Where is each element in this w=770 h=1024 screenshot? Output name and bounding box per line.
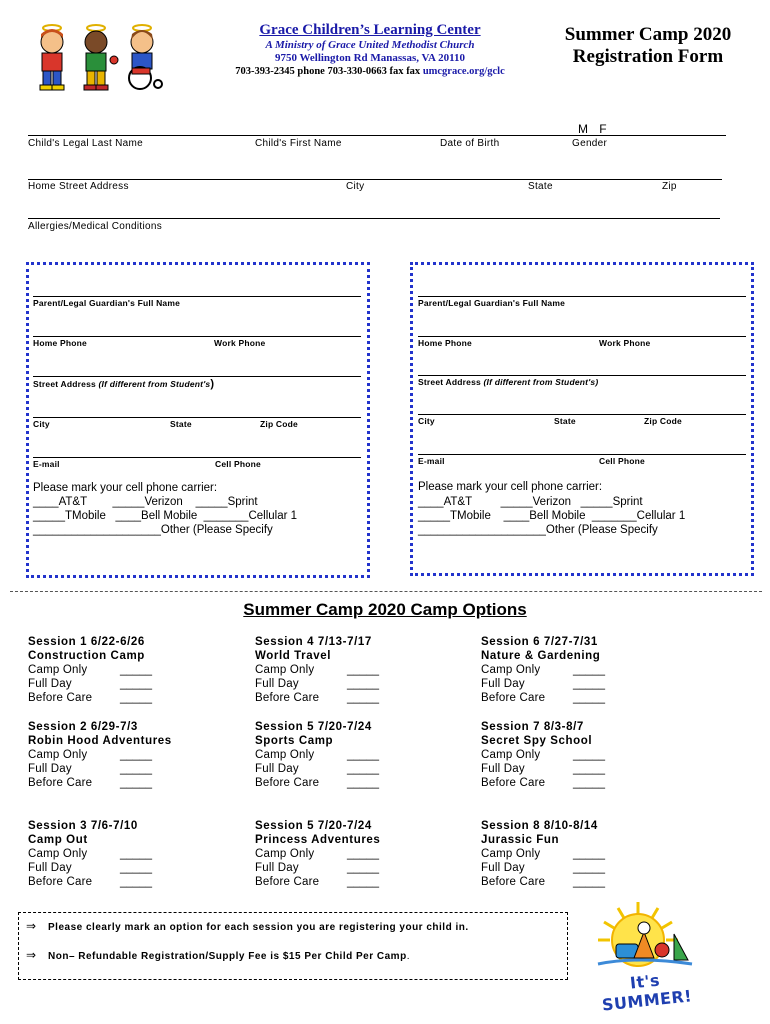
full-day-row[interactable] <box>255 861 380 875</box>
camp-only-label: Camp Only <box>481 749 541 761</box>
phone-fax: 703-393-2345 phone 703-330-0663 fax <box>235 66 404 77</box>
guardian2-name-line[interactable] <box>418 296 746 297</box>
session-name: Robin Hood Adventures <box>28 735 172 747</box>
guardian2-street-line[interactable] <box>418 375 746 376</box>
organization-name[interactable]: Grace Children’s Learning Center <box>259 22 481 38</box>
before-care-label: Before Care <box>28 777 93 789</box>
before-care-blank[interactable]: _____ <box>573 876 605 888</box>
camp-only-label: Camp Only <box>255 749 315 761</box>
full-day-label: Full Day <box>28 763 72 775</box>
session-block <box>481 635 605 705</box>
address-line: 9750 Wellington Rd Manassas, VA 20110 <box>274 52 466 64</box>
form-title-line1: Summer Camp 2020 <box>564 24 732 45</box>
full-day-row[interactable] <box>255 677 379 691</box>
arrow-icon: ⇒ <box>26 948 37 962</box>
allergies-label: Allergies/Medical Conditions <box>28 221 163 232</box>
arrow-icon: ⇒ <box>26 919 37 933</box>
full-day-row[interactable] <box>481 677 605 691</box>
before-care-row[interactable] <box>28 691 152 705</box>
before-care-row[interactable] <box>481 875 605 889</box>
camp-options-title: Summer Camp 2020 Camp Options <box>243 600 527 619</box>
guardian1-street-label-c: ) <box>210 378 215 390</box>
full-day-row[interactable] <box>481 762 605 776</box>
website-link[interactable]: umcgrace.org/gclc <box>422 66 505 77</box>
before-care-label: Before Care <box>255 777 320 789</box>
camp-only-label: Camp Only <box>255 664 315 676</box>
guardian1-work-phone-label: Work Phone <box>214 338 266 348</box>
before-care-row[interactable] <box>28 776 172 790</box>
session-dates: Session 4 7/13-7/17 <box>255 636 372 648</box>
camp-only-row[interactable] <box>481 663 605 677</box>
camp-only-row[interactable] <box>481 748 605 762</box>
full-day-blank[interactable]: _____ <box>120 678 152 690</box>
guardian2-carrier-row3[interactable]: ____________________Other (Please Specify <box>418 524 658 536</box>
guardian2-city-label: City <box>418 416 435 426</box>
before-care-row[interactable] <box>255 776 379 790</box>
gender-options[interactable]: M F <box>578 122 607 136</box>
session-name: Secret Spy School <box>481 735 593 747</box>
session-name: Princess Adventures <box>255 834 381 846</box>
full-day-label: Full Day <box>28 678 72 690</box>
before-care-blank[interactable]: _____ <box>347 876 379 888</box>
camp-only-row[interactable] <box>28 748 172 762</box>
camp-only-label: Camp Only <box>28 749 88 761</box>
camp-only-blank[interactable]: _____ <box>573 848 605 860</box>
guardian2-street-label-b: (If different from Student's) <box>483 377 599 387</box>
session-name: Sports Camp <box>255 735 334 747</box>
camp-only-row[interactable] <box>28 663 152 677</box>
session-name: World Travel <box>255 650 332 662</box>
camp-only-row[interactable] <box>28 847 152 861</box>
guardian2-state-label: State <box>554 416 576 426</box>
full-day-row[interactable] <box>255 762 379 776</box>
allergies-line[interactable] <box>28 218 720 219</box>
guardian1-home-phone-label: Home Phone <box>33 338 87 348</box>
camp-only-label: Camp Only <box>28 848 88 860</box>
home-street-label: Home Street Address <box>28 181 129 192</box>
before-care-row[interactable] <box>28 875 152 889</box>
session-block <box>255 720 379 790</box>
before-care-row[interactable] <box>481 776 605 790</box>
before-care-blank[interactable]: _____ <box>120 692 152 704</box>
guardian1-state-label: State <box>170 419 192 429</box>
session-block <box>255 819 380 889</box>
full-day-label: Full Day <box>255 678 299 690</box>
guardian1-carrier-row2[interactable]: _____TMobile ____Bell Mobile _______Cellular 1 <box>33 510 298 522</box>
form-title-line2: Registration Form <box>572 46 724 67</box>
camp-only-row[interactable] <box>255 748 379 762</box>
session-dates: Session 5 7/20-7/24 <box>255 820 372 832</box>
before-care-blank[interactable]: _____ <box>347 777 379 789</box>
camp-only-blank[interactable]: _____ <box>347 664 379 676</box>
full-day-label: Full Day <box>481 862 525 874</box>
guardian1-phone-line[interactable] <box>33 336 361 337</box>
section-divider <box>10 591 762 592</box>
full-day-row[interactable] <box>28 677 152 691</box>
camp-only-blank[interactable]: _____ <box>347 749 379 761</box>
mascots-logo <box>30 22 170 92</box>
full-day-blank[interactable]: _____ <box>573 862 605 874</box>
camp-only-row[interactable] <box>481 847 605 861</box>
guardian1-carrier-row3[interactable]: ____________________Other (Please Specify <box>33 524 273 536</box>
before-care-label: Before Care <box>28 692 93 704</box>
full-day-label: Full Day <box>481 763 525 775</box>
before-care-blank[interactable]: _____ <box>573 692 605 704</box>
full-day-blank[interactable]: _____ <box>347 862 379 874</box>
before-care-blank[interactable]: _____ <box>573 777 605 789</box>
session-dates: Session 6 7/27-7/31 <box>481 636 598 648</box>
note-fee <box>48 951 410 962</box>
form-title <box>548 24 748 68</box>
home-zip-label: Zip <box>662 181 677 192</box>
guardian1-street-label <box>33 378 214 390</box>
guardian1-carrier-prompt: Please mark your cell phone carrier: <box>33 482 218 494</box>
camp-only-row[interactable] <box>255 663 379 677</box>
note-fee-period: . <box>406 951 410 962</box>
session-block <box>28 720 172 790</box>
before-care-blank[interactable]: _____ <box>120 777 152 789</box>
session-dates: Session 5 7/20-7/24 <box>255 721 372 733</box>
home-city-label: City <box>346 181 365 192</box>
camp-only-blank[interactable]: _____ <box>120 664 152 676</box>
guardian2-work-phone-label: Work Phone <box>599 338 651 348</box>
session-dates: Session 1 6/22-6/26 <box>28 636 145 648</box>
full-day-row[interactable] <box>28 762 172 776</box>
home-state-label: State <box>528 181 553 192</box>
guardian2-carrier-prompt: Please mark your cell phone carrier: <box>418 481 603 493</box>
guardian2-name-label: Parent/Legal Guardian's Full Name <box>418 298 566 308</box>
guardian2-home-phone-label: Home Phone <box>418 338 472 348</box>
before-care-label: Before Care <box>481 777 546 789</box>
guardian1-name-line[interactable] <box>33 296 361 297</box>
session-dates: Session 2 6/29-7/3 <box>28 721 138 733</box>
full-day-row[interactable] <box>28 861 152 875</box>
its-summer-text: It's SUMMER! <box>601 970 693 1015</box>
before-care-blank[interactable]: _____ <box>120 876 152 888</box>
session-block <box>28 819 152 889</box>
full-day-blank[interactable]: _____ <box>573 678 605 690</box>
camp-only-label: Camp Only <box>481 848 541 860</box>
guardian1-city-label: City <box>33 419 50 429</box>
session-name: Nature & Gardening <box>481 650 601 662</box>
before-care-label: Before Care <box>481 692 546 704</box>
full-day-blank[interactable]: _____ <box>573 763 605 775</box>
session-dates: Session 7 8/3-8/7 <box>481 721 584 733</box>
camp-only-blank[interactable]: _____ <box>573 664 605 676</box>
full-day-label: Full Day <box>481 678 525 690</box>
full-day-label: Full Day <box>255 862 299 874</box>
guardian1-email-line[interactable] <box>33 457 361 458</box>
session-block <box>28 635 152 705</box>
before-care-label: Before Care <box>255 692 320 704</box>
guardian2-street-label <box>418 377 598 387</box>
before-care-label: Before Care <box>255 876 320 888</box>
session-name: Construction Camp <box>28 650 145 662</box>
first-name-label: Child's First Name <box>255 138 342 149</box>
guardian1-city-line[interactable] <box>33 417 361 418</box>
dob-label: Date of Birth <box>440 138 500 149</box>
home-address-line[interactable] <box>28 179 722 180</box>
before-care-row[interactable] <box>255 691 379 705</box>
guardian1-email-label: E-mail <box>33 459 60 469</box>
camp-only-blank[interactable]: _____ <box>120 749 152 761</box>
full-day-row[interactable] <box>481 861 605 875</box>
gender-label: Gender <box>572 138 608 149</box>
session-dates: Session 3 7/6-7/10 <box>28 820 138 832</box>
guardian2-cell-label: Cell Phone <box>599 456 645 466</box>
guardian1-name-label: Parent/Legal Guardian's Full Name <box>33 298 181 308</box>
camp-only-blank[interactable]: _____ <box>573 749 605 761</box>
session-name: Jurassic Fun <box>481 834 560 846</box>
full-day-blank[interactable]: _____ <box>347 763 379 775</box>
last-name-label: Child's Legal Last Name <box>28 138 143 149</box>
guardian1-zip-label: Zip Code <box>260 419 298 429</box>
session-block <box>255 635 379 705</box>
before-care-row[interactable] <box>255 875 380 889</box>
ministry-line: A Ministry of Grace United Methodist Church <box>265 39 475 51</box>
guardian2-city-line[interactable] <box>418 414 746 415</box>
session-block <box>481 819 605 889</box>
guardian2-email-label: E-mail <box>418 456 445 466</box>
guardian1-street-label-b: (If different from Student's <box>98 379 211 389</box>
its-summer-graphic <box>588 898 703 1015</box>
full-day-label: Full Day <box>255 763 299 775</box>
guardian1-cell-label: Cell Phone <box>215 459 261 469</box>
session-dates: Session 8 8/10-8/14 <box>481 820 598 832</box>
full-day-label: Full Day <box>28 862 72 874</box>
note-mark-option: Please clearly mark an option for each session you are registering your child in. <box>48 922 469 933</box>
full-day-blank[interactable]: _____ <box>120 763 152 775</box>
guardian1-carrier-row1[interactable]: ____AT&T _____Verizon _____Sprint <box>33 496 258 508</box>
guardian1-street-line[interactable] <box>33 376 361 377</box>
camp-only-blank[interactable]: _____ <box>120 848 152 860</box>
session-block <box>481 720 605 790</box>
guardian2-street-label-a: Street Address <box>418 377 484 387</box>
contact-line: 703-393-2345 phone 703-330-0663 fax fax umcgrace.org/gclc <box>235 66 505 77</box>
guardian2-carrier-row1[interactable]: ____AT&T _____Verizon _____Sprint <box>418 496 643 508</box>
before-care-label: Before Care <box>28 876 93 888</box>
before-care-blank[interactable]: _____ <box>347 692 379 704</box>
before-care-label: Before Care <box>481 876 546 888</box>
camp-only-label: Camp Only <box>28 664 88 676</box>
guardian2-zip-label: Zip Code <box>644 416 682 426</box>
guardian2-carrier-row2[interactable]: _____TMobile ____Bell Mobile _______Cellular 1 <box>418 510 686 522</box>
guardian2-email-line[interactable] <box>418 454 746 455</box>
camp-only-row[interactable] <box>255 847 380 861</box>
session-name: Camp Out <box>28 834 88 846</box>
full-day-blank[interactable]: _____ <box>347 678 379 690</box>
camp-only-label: Camp Only <box>481 664 541 676</box>
camp-only-label: Camp Only <box>255 848 315 860</box>
full-day-blank[interactable]: _____ <box>120 862 152 874</box>
camp-only-blank[interactable]: _____ <box>347 848 379 860</box>
guardian1-street-label-a: Street Address <box>33 379 99 389</box>
guardian2-phone-line[interactable] <box>418 336 746 337</box>
child-name-line[interactable] <box>28 135 726 136</box>
before-care-row[interactable] <box>481 691 605 705</box>
organization-header <box>215 22 525 79</box>
note-fee-text: Non– Refundable Registration/Supply Fee is $15 Per Child Per Camp <box>48 951 407 962</box>
